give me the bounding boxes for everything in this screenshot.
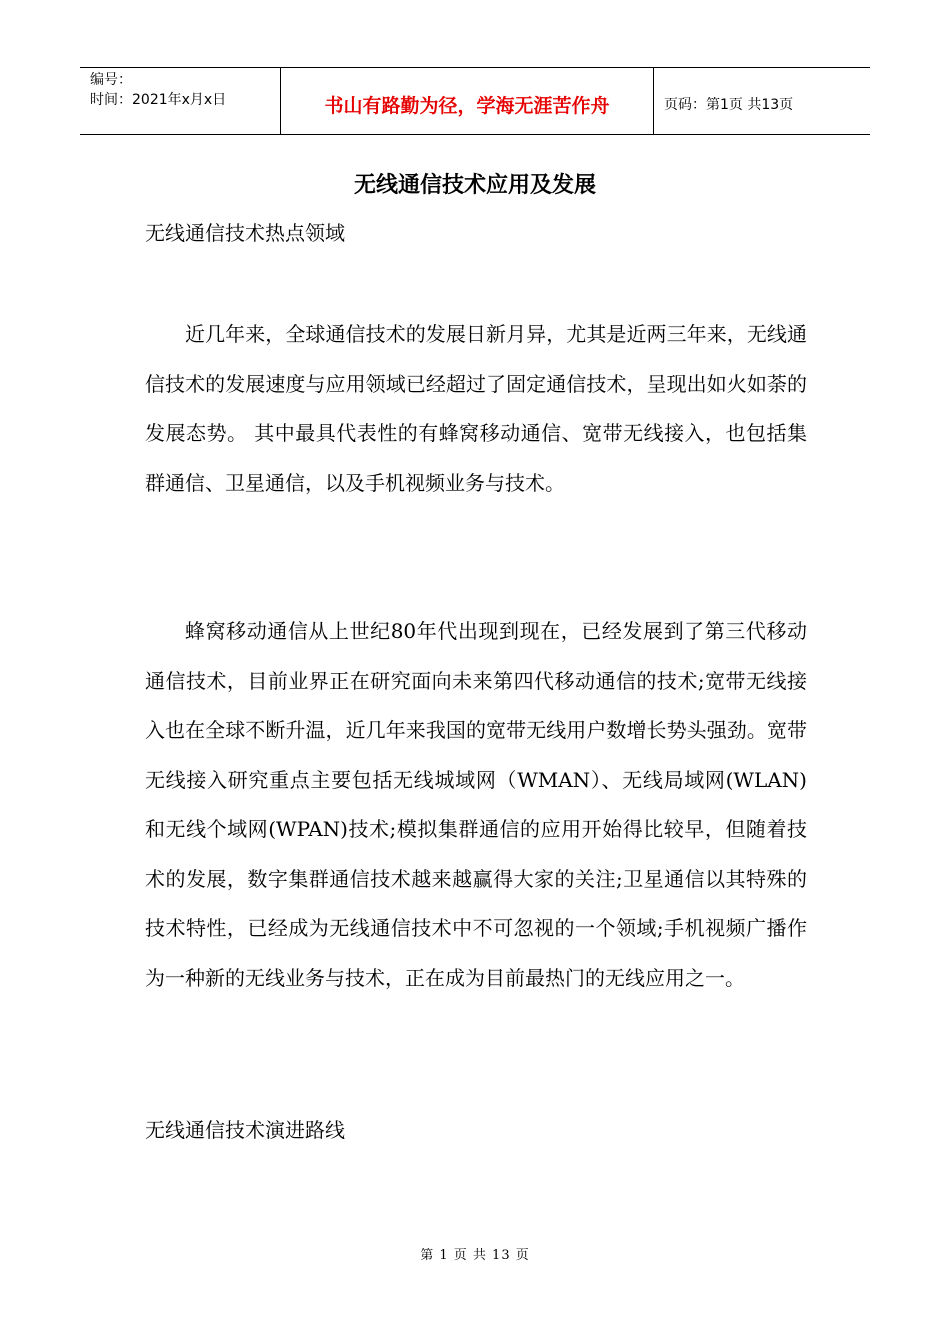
paragraph-details: 蜂窝移动通信从上世纪80年代出现到现在，已经发展到了第三代移动通信技术，目前业界正在研究面向未来第四代移动通信的技术;宽带无线接入也在全球不断升温，近几年来我国的宽带无线用户数增长势头强劲。宽带无线接入研究重点主要包括无线城域网（WMAN）、无线局域网(WLAN)和无线个域网(WPAN)技术;模拟集群通信的应用开始得比较早，但随着技术的发展，数字集群通信技术越来越赢得大家的关注;卫星通信以其特殊的技术特性，已经成为无线通信技术中不可忽视的一个领域;手机视频广播作为一种新的无线业务与技术，正在成为目前最热门的无线应用之一。 <box>145 619 807 990</box>
doc-code-label: 编号： <box>90 72 132 88</box>
section-heading-hotspots: 无线通信技术热点领域 <box>145 221 345 245</box>
document-title: 无线通信技术应用及发展 <box>353 172 596 198</box>
header-page-info: 页码：第1页 共13页 <box>664 97 794 113</box>
page-header <box>80 67 870 135</box>
paragraph-intro: 近几年来，全球通信技术的发展日新月异，尤其是近两三年来，无线通信技术的发展速度与应用领域已经超过了固定通信技术，呈现出如火如荼的发展态势。 其中最具代表性的有蜂窝移动通信、宽带无线接入，也包括集群通信、卫星通信，以及手机视频业务与技术。 <box>145 322 807 495</box>
header-meta-cell <box>80 68 281 134</box>
section-heading-evolution: 无线通信技术演进路线 <box>145 1118 345 1142</box>
page-footer-number: 第 1 页 共 13 页 <box>420 1248 530 1263</box>
header-motto: 书山有路勤为径，学海无涯苦作舟 <box>281 68 654 134</box>
doc-date-label: 时间：2021年x月x日 <box>90 92 227 108</box>
